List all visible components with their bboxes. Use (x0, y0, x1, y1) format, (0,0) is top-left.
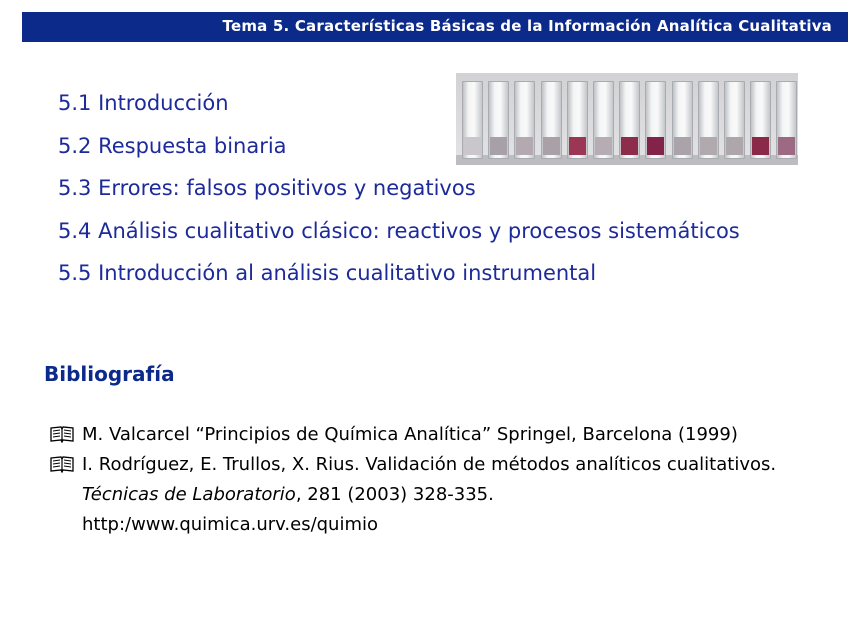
slide-title: Tema 5. Características Básicas de la Información Analítica Cualitativa (222, 17, 832, 35)
reference-item (50, 420, 840, 450)
cuvette-liquid (516, 137, 533, 155)
reference-list (50, 420, 840, 540)
cuvette (488, 81, 509, 159)
reference-text: I. Rodríguez, E. Trullos, X. Rius. Validación de métodos analíticos cualitativos. (82, 454, 777, 475)
header-bar (22, 12, 848, 42)
open-book-icon (50, 456, 74, 473)
cuvette-liquid (595, 137, 612, 155)
cuvette-liquid (674, 137, 691, 155)
cuvette (645, 81, 666, 159)
cuvette (672, 81, 693, 159)
cuvette-liquid (752, 137, 769, 155)
cuvette-liquid (778, 137, 795, 155)
cuvette (619, 81, 640, 159)
reference-text: M. Valcarcel “Principios de Química Analítica” Springel, Barcelona (1999) (82, 424, 738, 445)
cuvette (541, 81, 562, 159)
cuvette (462, 81, 483, 159)
cuvette-liquid (464, 137, 481, 155)
cuvette-liquid (647, 137, 664, 155)
cuvette-liquid (569, 137, 586, 155)
cuvette (514, 81, 535, 159)
cuvette-liquid (700, 137, 717, 155)
reference-text: , 281 (2003) 328-335. (295, 484, 494, 505)
reference-journal: Técnicas de Laboratorio (82, 484, 296, 505)
cuvette (724, 81, 745, 159)
cuvette (698, 81, 719, 159)
cuvette-liquid (726, 137, 743, 155)
topic-item: 5.3 Errores: falsos positivos y negativos (58, 176, 476, 200)
topic-item: 5.2 Respuesta binaria (58, 133, 287, 158)
cuvette (750, 81, 771, 159)
bibliography-heading: Bibliografía (44, 362, 175, 386)
cuvette (567, 81, 588, 159)
topic-item: 5.5 Introducción al análisis cualitativo instrumental (58, 261, 597, 285)
cuvette (776, 81, 797, 159)
open-book-icon (50, 426, 74, 443)
cuvette-liquid (543, 137, 560, 155)
reference-url[interactable]: http:/www.quimica.urv.es/quimio (82, 514, 379, 535)
cuvette-liquid (490, 137, 507, 155)
topic-item: 5.1 Introducción (58, 91, 229, 115)
cuvette-liquid (621, 137, 638, 155)
reference-item (50, 450, 840, 540)
cuvette (593, 81, 614, 159)
topic-item: 5.4 Análisis cualitativo clásico: reactivos y procesos sistemáticos (58, 218, 740, 243)
cuvettes-photo (456, 73, 798, 165)
